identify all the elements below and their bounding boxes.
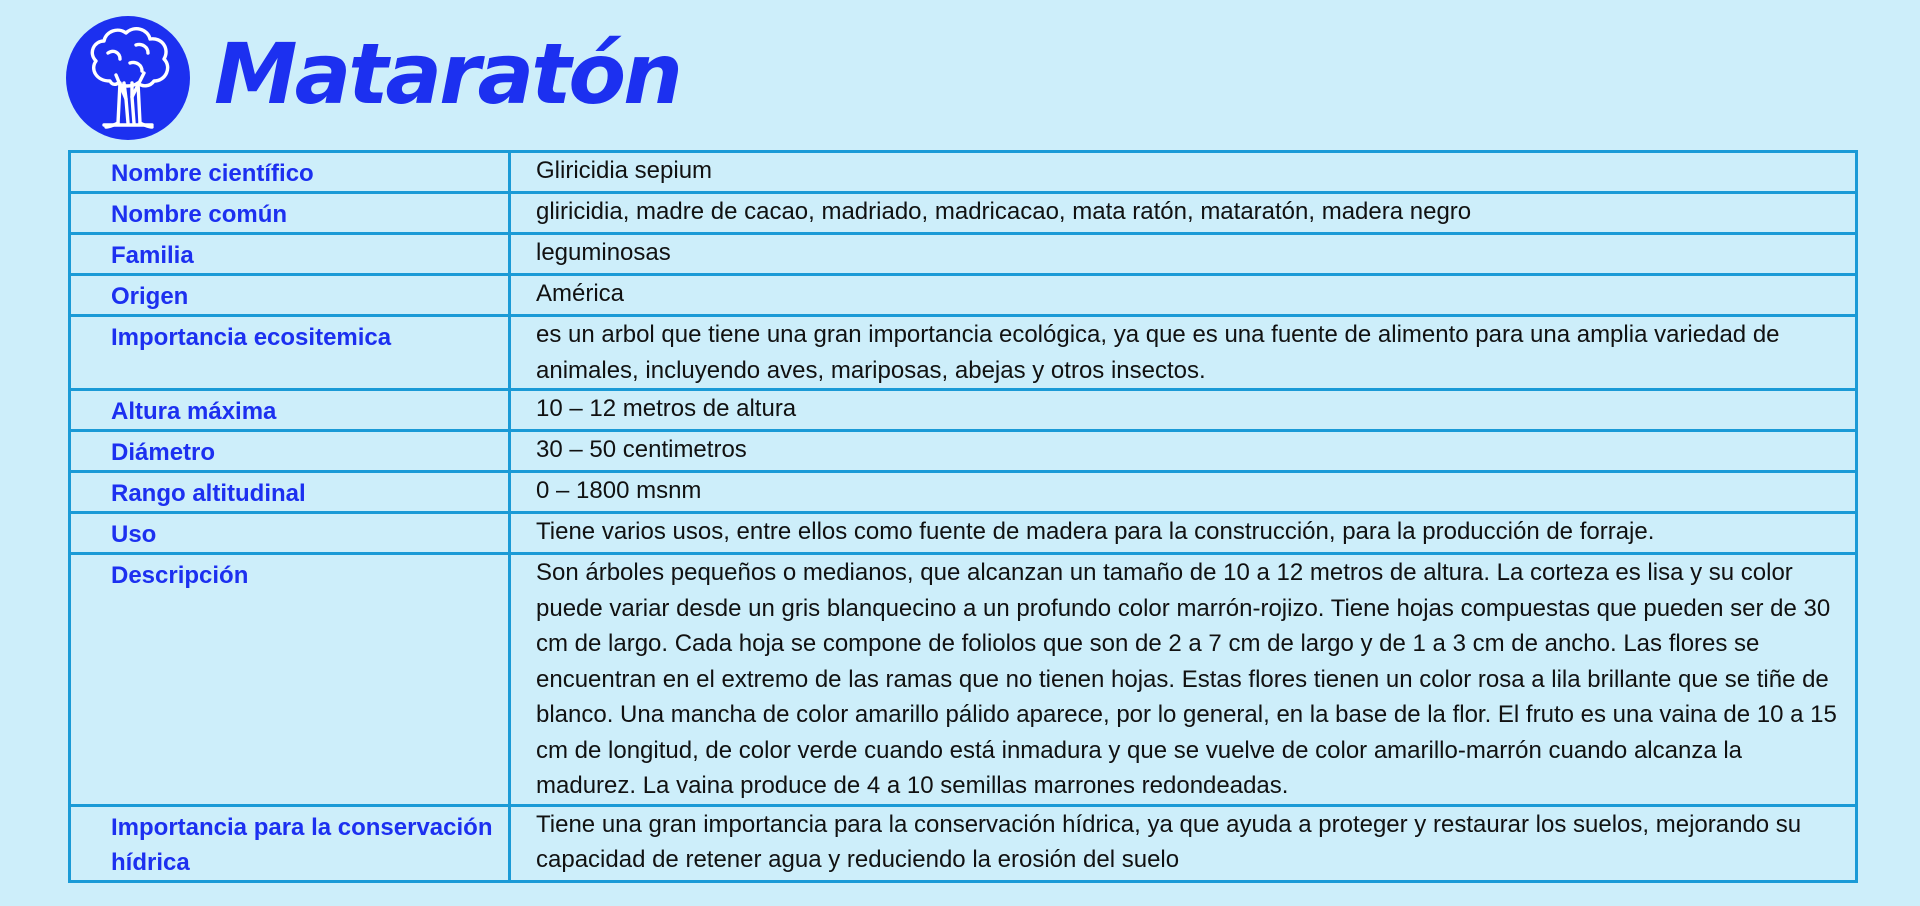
row-label: Nombre científico bbox=[70, 152, 510, 193]
row-value: es un arbol que tiene una gran importancia ecológica, ya que es una fuente de alimento para una amplia variedad de animales, incluyendo aves, mariposas, abejas y otros insectos. bbox=[510, 316, 1857, 390]
row-label: Diámetro bbox=[70, 431, 510, 472]
row-label: Origen bbox=[70, 275, 510, 316]
row-label: Descripción bbox=[70, 554, 510, 806]
species-info-table bbox=[68, 150, 1858, 883]
row-label: Importancia para la conservación hídrica bbox=[70, 805, 510, 881]
table-row bbox=[70, 554, 1857, 806]
table-row bbox=[70, 431, 1857, 472]
table-row bbox=[70, 234, 1857, 275]
page-title: Mataratón bbox=[214, 25, 680, 123]
page-header bbox=[66, 16, 680, 140]
table-row bbox=[70, 316, 1857, 390]
table-row bbox=[70, 193, 1857, 234]
table-row bbox=[70, 472, 1857, 513]
row-label: Nombre común bbox=[70, 193, 510, 234]
row-value: 10 – 12 metros de altura bbox=[510, 390, 1857, 431]
table-row bbox=[70, 513, 1857, 554]
row-label: Familia bbox=[70, 234, 510, 275]
tree-icon bbox=[66, 16, 190, 140]
table-row bbox=[70, 152, 1857, 193]
row-value: América bbox=[510, 275, 1857, 316]
row-label: Uso bbox=[70, 513, 510, 554]
row-value: Son árboles pequeños o medianos, que alcanzan un tamaño de 10 a 12 metros de altura. La corteza es lisa y su color puede variar desde un gris blanquecino a un profundo color marrón-rojizo. Tiene hojas compuestas que pueden ser de 30 cm de largo. Cada hoja se compone de foliolos que son de 2 a 7 cm de largo y de 1 a 3 cm de ancho. Las flores se encuentran en el extremo de las ramas que no tienen hojas. Estas flores tienen un color rosa a lila brillante que se tiñe de blanco. Una mancha de color amarillo pálido aparece, por lo general, en la base de la flor. El fruto es una vaina de 10 a 15 cm de longitud, de color verde cuando está inmadura y que se vuelve de color amarillo-marrón cuando alcanza la madurez. La vaina produce de 4 a 10 semillas marrones redondeadas. bbox=[510, 554, 1857, 806]
row-value: 30 – 50 centimetros bbox=[510, 431, 1857, 472]
row-value: 0 – 1800 msnm bbox=[510, 472, 1857, 513]
row-label: Rango altitudinal bbox=[70, 472, 510, 513]
row-label: Importancia ecositemica bbox=[70, 316, 510, 390]
table-row bbox=[70, 805, 1857, 881]
row-value: Tiene una gran importancia para la conservación hídrica, ya que ayuda a proteger y restaurar los suelos, mejorando su capacidad de retener agua y reduciendo la erosión del suelo bbox=[510, 805, 1857, 881]
row-value: Gliricidia sepium bbox=[510, 152, 1857, 193]
row-value: Tiene varios usos, entre ellos como fuente de madera para la construcción, para la producción de forraje. bbox=[510, 513, 1857, 554]
row-label: Altura máxima bbox=[70, 390, 510, 431]
table-row bbox=[70, 390, 1857, 431]
row-value: gliricidia, madre de cacao, madriado, madricacao, mata ratón, mataratón, madera negro bbox=[510, 193, 1857, 234]
row-value: leguminosas bbox=[510, 234, 1857, 275]
table-row bbox=[70, 275, 1857, 316]
